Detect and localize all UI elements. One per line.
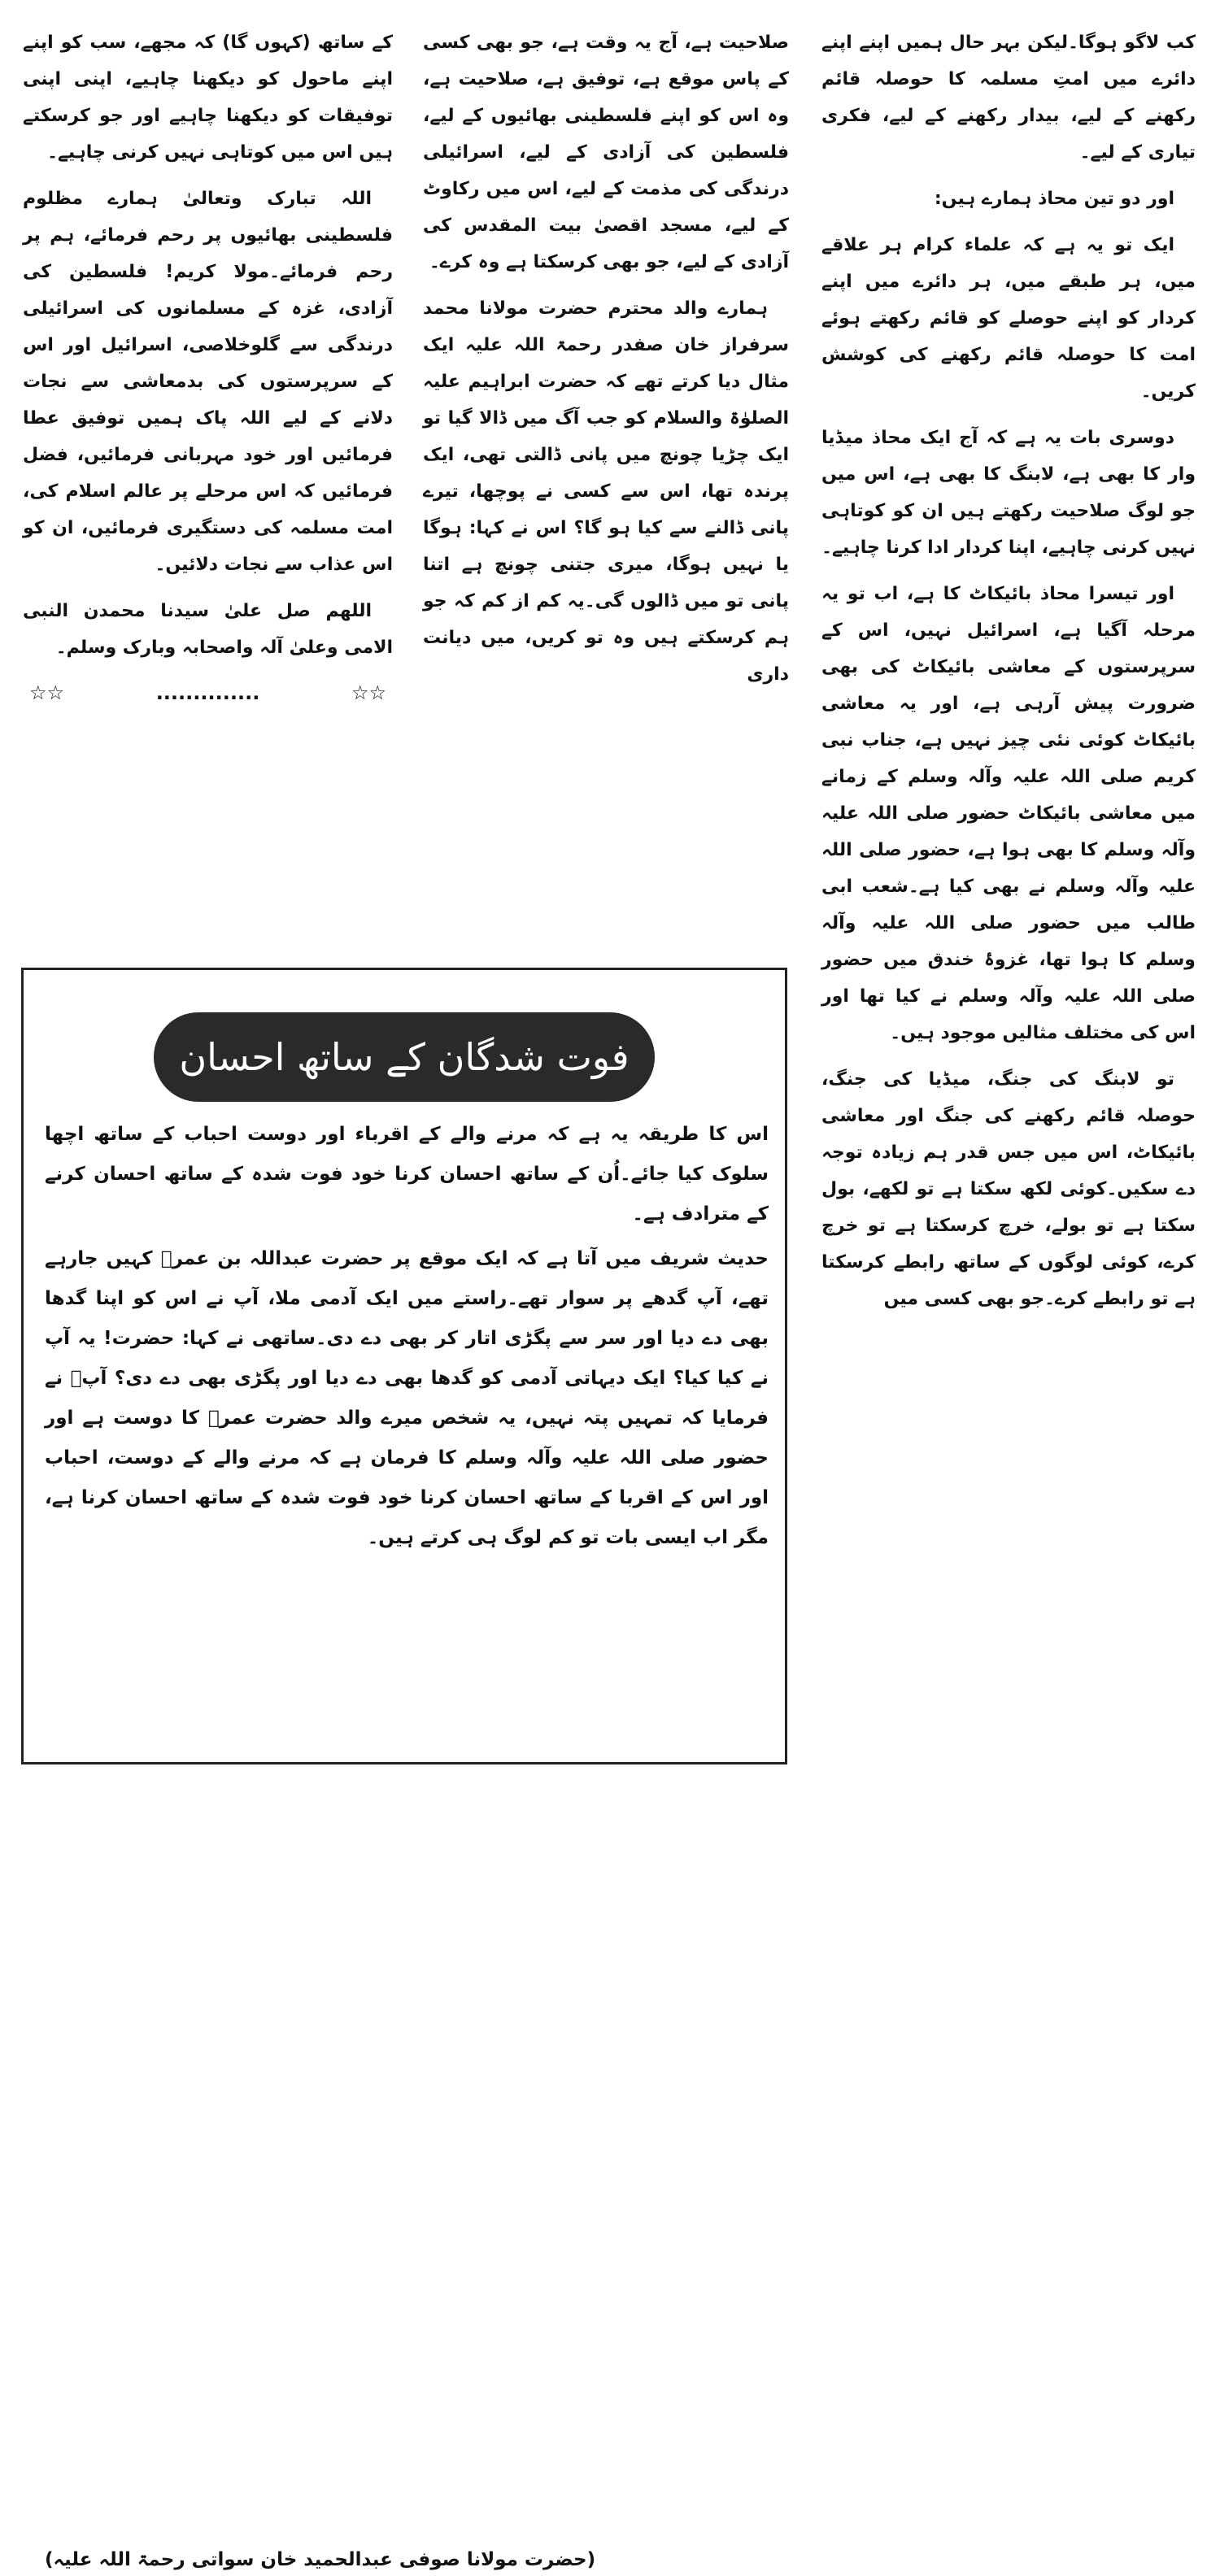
- paragraph: تو لابنگ کی جنگ، میڈیا کی جنگ، حوصلہ قائم رکھنے کی جنگ اور معاشی بائیکاٹ، اس میں جس قدر ہم زیادہ توجہ دے سکیں۔کوئی لکھ سکتا ہے تو لکھے، بول سکتا ہے تو بولے، خرچ کرسکتا ہے تو خرچ کرے، کوئی لوگوں کے ساتھ رابطے کرسکتا ہے تو رابطے کرے۔جو بھی کسی میں: [821, 1069, 1196, 1309]
- paragraph: کب لاگو ہوگا۔لیکن بہر حال ہمیں اپنے اپنے دائرے میں امتِ مسلمہ کا حوصلہ قائم رکھنے کے لیے، بیدار رکھنے کے لیے، فکری تیاری کے لیے۔: [821, 33, 1196, 163]
- author-credit: (حضرت مولانا صوفی عبدالحمید خان سواتی رحمۃ اللہ علیہ): [45, 2549, 596, 2570]
- article-column-right: [821, 24, 1196, 1773]
- boxed-article-title: فوت شدگان کے ساتھ احسان: [154, 1012, 655, 1102]
- paragraph: حدیث شریف میں آتا ہے کہ ایک موقع پر حضرت عبداللہ بن عمرؓ کہیں جارہے تھے، آپ گدھے پر سوار تھے۔راستے میں ایک آدمی ملا، آپ نے اس کو اپنا گدھا بھی دے دیا اور سر سے پگڑی اتار کر بھی دے دی۔ساتھی نے کہا: حضرت! یہ آپ نے کیا کیا؟ ایک دیہاتی آدمی کو گدھا بھی دے دیا اور پگڑی بھی دے دی؟ آپؓ نے فرمایا کہ تمہیں پتہ نہیں، یہ شخص میرے والد حضرت عمرؓ کا دوست ہے اور حضور صلی اللہ علیہ وآلہ وسلم کا فرمان ہے کہ مرنے والے کے دوست، احباب اور اس کے اقربا کے ساتھ احسان کرنا خود فوت شدہ کے ساتھ احسان کرنا ہے، مگر اب ایسی بات تو کم لوگ ہی کرتے ہیں۔: [45, 1248, 769, 1548]
- paragraph: ایک تو یہ ہے کہ علماء کرام ہر علاقے میں، ہر طبقے میں، ہر دائرے میں اپنے کردار کو اپنے حوصلے کو قائم رکھتے ہوئے امت کا حوصلہ قائم رکھنے کی کوشش کریں۔: [821, 235, 1196, 402]
- stars-icon: ☆☆: [351, 681, 386, 704]
- stars-icon: ☆☆: [29, 681, 65, 704]
- closing-prayer: اللھم صل علیٰ سیدنا محمدن النبی الامی وعلیٰ آلہ واصحابہ وبارک وسلم۔: [23, 601, 393, 658]
- dotted-separator: ..............: [155, 681, 260, 704]
- article-column-left: [23, 24, 393, 959]
- paragraph: دوسری بات یہ ہے کہ آج ایک محاذ میڈیا وار کا بھی ہے، لابنگ کا بھی ہے، اس میں جو لوگ صلاحیت رکھتے ہیں ان کو کوتاہی نہیں کرنی چاہیے، اپنا کردار ادا کرنا چاہیے۔: [821, 428, 1196, 558]
- paragraph: اس کا طریقہ یہ ہے کہ مرنے والے کے اقرباء اور دوست احباب کے ساتھ اچھا سلوک کیا جائے۔اُن کے ساتھ احسان کرنا خود فوت شدہ کے ساتھ احسان کرنے کے مترادف ہے۔: [45, 1124, 769, 1225]
- paragraph: اور تیسرا محاذ بائیکاٹ کا ہے، اب تو یہ مرحلہ آگیا ہے، اسرائیل نہیں، اس کے سرپرستوں کے معاشی بائیکاٹ کی بھی ضرورت پیش آرہی ہے، اور یہ معاشی بائیکاٹ کوئی نئی چیز نہیں ہے، جناب نبی کریم صلی اللہ علیہ وآلہ وسلم کے زمانے میں معاشی بائیکاٹ حضور صلی اللہ علیہ وآلہ وسلم کا بھی ہوا ہے، حضور صلی اللہ علیہ وآلہ وسلم نے بھی کیا ہے۔شعب ابی طالب میں حضور صلی اللہ علیہ وآلہ وسلم کا ہوا تھا، غزوۂ خندق میں حضور صلی اللہ علیہ وآلہ وسلم نے کیا تھا اور اس کی مختلف مثالیں موجود ہیں۔: [821, 584, 1196, 1043]
- paragraph: کے ساتھ (کہوں گا) کہ مجھے، سب کو اپنے اپنے ماحول کو دیکھنا چاہیے، اپنی اپنی توفیقات کو دیکھنا چاہیے اور جو کرسکتے ہیں اس میں کوتاہی نہیں کرنی چاہیے۔: [23, 33, 393, 163]
- boxed-article: [21, 968, 787, 2570]
- paragraph: اور دو تین محاذ ہمارے ہیں:: [934, 189, 1174, 209]
- paragraph: اللہ تبارک وتعالیٰ ہمارے مظلوم فلسطینی بھائیوں پر رحم فرمائے، ہم پر رحم فرمائے۔مولا کریم! فلسطین کی آزادی، غزہ کے مسلمانوں کی اسرائیلی درندگی سے گلوخلاصی، اسرائیل اور اس کے سرپرستوں کی بدمعاشی سے نجات دلانے کے لیے اللہ پاک ہمیں توفیق عطا فرمائیں اور خود مہربانی فرمائیں، فضل فرمائیں کہ اس مرحلے پر عالم اسلام کی، امت مسلمہ کی دستگیری فرمائیں، ان کو اس عذاب سے نجات دلائیں۔: [23, 189, 393, 575]
- boxed-article-body: [45, 1115, 769, 1563]
- article-column-middle: [423, 24, 789, 959]
- paragraph: ہمارے والد محترم حضرت مولانا محمد سرفراز خان صفدر رحمۃ اللہ علیہ ایک مثال دیا کرتے تھے کہ حضرت ابراہیم علیہ الصلوٰۃ والسلام کو جب آگ میں ڈالا گیا تو ایک چڑیا چونچ میں پانی ڈالتی تھی، ایک پرندہ تھا، اس سے کسی نے پوچھا، تیرے پانی ڈالنے سے کیا ہو گا؟ اس نے کہا: ہوگا یا نہیں ہوگا، میری جتنی چونچ ہے اتنا پانی تو میں ڈالوں گی۔یہ کم از کم کہ جو ہم کرسکتے ہیں وہ تو کریں، میں دیانت داری: [423, 298, 789, 685]
- section-end-ornament: [23, 681, 393, 705]
- paragraph: صلاحیت ہے، آج یہ وقت ہے، جو بھی کسی کے پاس موقع ہے، توفیق ہے، صلاحیت ہے، وہ اس کو اپنے فلسطینی بھائیوں کے لیے، فلسطین کی آزادی کے لیے، اسرائیلی درندگی کی مذمت کے لیے، اس میں رکاوٹ کے لیے، مسجد اقصیٰ بیت المقدس کی آزادی کے لیے، جو بھی کرسکتا ہے وہ کرے۔: [423, 33, 789, 272]
